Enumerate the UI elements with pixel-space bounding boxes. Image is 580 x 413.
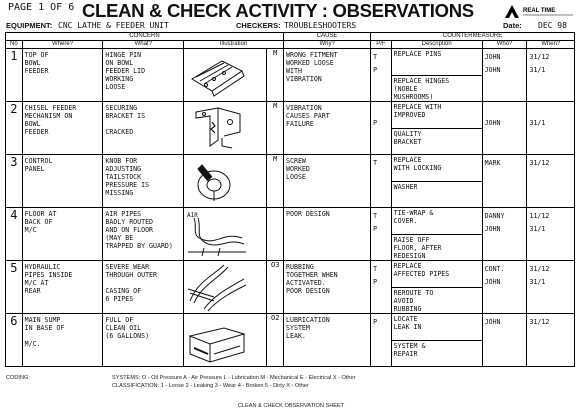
why-cell: LUBRICATION SYSTEM LEAK. [286,316,330,340]
illustration-cell [184,314,267,367]
description-cell: REPLACE PINS [393,50,442,58]
table-row [6,155,575,208]
code-cell: M [267,49,284,102]
col-no: No [6,41,23,49]
pf-cell: T P [373,53,378,74]
sump-sketch [184,314,249,366]
row-number: 5 [6,261,23,314]
air-label: AIR [187,212,198,219]
what-cell: HINGE PIN ON BOWL FEEDER LID WORKING LOOSE [105,51,146,91]
checkers-value: TROUBLESHOOTERS [284,21,357,30]
equipment-label: EQUIPMENT: [6,21,53,30]
table-row [6,314,575,367]
row-number: 4 [6,208,23,261]
col-description: Description [391,41,482,49]
bracket-sketch [184,102,249,154]
table-row [6,49,575,102]
row-number: 6 [6,314,23,367]
observation-table [5,32,575,367]
what-cell: SECURING BRACKET IS CRACKED [105,104,146,136]
what-cell: SEVERE WEAR THROUGH OUTER CASING OF 6 PIPES [105,263,157,303]
who-cell: JOHN JOHN [484,53,501,74]
cause-header: CAUSE [284,33,371,41]
coding-label: CODING: [6,375,30,381]
why-cell: SCREW WORKED LOOSE [286,157,310,181]
where-cell: MAIN SUMP IN BASE OF M/C. [24,316,65,348]
who-cell: CONT. JOHN [484,265,505,286]
description-cell: REROUTE TO AVOID RUBBING [393,289,434,313]
code-cell [267,208,284,261]
description-cell: QUALITY BRACKET [393,130,422,146]
description-cell: LOCATE LEAK IN [393,315,422,331]
code-cell: M [267,102,284,155]
when-cell: 31/1 [529,119,546,127]
date-label: Date: [503,21,522,30]
when-cell: 11/12 31/1 [529,212,550,233]
where-cell: CHISEL FEEDER MECHANISM ON BOWL FEEDER [24,104,77,136]
date-value: DEC 98 [538,21,567,30]
pf-cell: T P [373,212,378,233]
where-cell: HYDRAULIC PIPES INSIDE M/C AT REAR [24,263,73,295]
col-what: What? [103,41,184,49]
table-row [6,208,575,261]
logo-text: REAL TIME [523,8,556,14]
col-where: Where? [22,41,103,49]
description-cell: REPLACE WITH LOCKING [393,156,442,172]
row-number: 1 [6,49,23,102]
what-cell: AIR PIPES BADLY ROUTED AND ON FLOOR (MAY BE TRAPPED BY GUARD) [105,210,173,250]
what-cell: KNOB FOR ADJUSTING TAILSTOCK PRESSURE IS MISSING [105,157,150,197]
illustration-cell [184,208,267,261]
pf-cell: P [373,318,378,326]
pf-cell: P [373,119,378,127]
sheet-title: CLEAN & CHECK OBSERVATION SHEET [237,403,345,409]
illustration-cell [184,155,267,208]
pf-cell: T [373,159,378,167]
classification-legend: CLASSIFICATION: 1 - Loose 2 - Leaking 3 - Wear 4 - Broken 5 - Dirty X - Other [112,383,309,389]
equipment-value: CNC LATHE & FEEDER UNIT [58,21,169,30]
where-cell: TOP OF BOWL FEEDER [24,51,49,75]
concern-header: CONCERN [6,33,284,41]
page-number: PAGE 1 OF 6 [8,2,75,13]
systems-legend: SYSTEMS: O - Oil Pressure A - Air Pressure L - Lubrication M - Mechanical E - Electrical X - Other [112,375,356,381]
knob-sketch [184,155,249,207]
illustration-cell [184,49,267,102]
equipment-row [6,20,576,32]
why-cell: WRONG FITMENT WORKED LOOSE WITH VIBRATION [286,51,338,83]
pf-cell: T P [373,265,378,286]
why-cell: VIBRATION CAUSES PART FAILURE [286,104,330,128]
when-cell: 31/12 [529,159,550,167]
where-cell: FLOOR AT BACK OF M/C [24,210,57,234]
col-who: Who? [482,41,527,49]
hinge-sketch [184,49,249,101]
row-number: 3 [6,155,23,208]
table-row [6,102,575,155]
when-cell: 31/12 31/1 [529,265,550,286]
description-cell: WASHER [393,183,418,191]
page-title: CLEAN & CHECK ACTIVITY : OBSERVATIONS [82,0,474,21]
description-cell: SYSTEM & REPAIR [393,342,426,358]
row-number: 2 [6,102,23,155]
checkers-label: CHECKERS: [236,21,281,30]
description-cell: RAISE OFF FLOOR, AFTER REDESIGN [393,236,442,260]
col-when: When? [527,41,575,49]
description-cell: REPLACE WITH IMPROVED [393,103,442,119]
who-cell: MARK [484,159,501,167]
table-row [6,261,575,314]
countermeasure-header: COUNTERMEASURE [371,33,575,41]
air-pipes-sketch [184,208,249,260]
illustration-cell [184,102,267,155]
illustration-cell [184,261,267,314]
code-cell: M [267,155,284,208]
why-cell: POOR DESIGN [286,210,330,218]
who-cell: JOHN [484,119,501,127]
col-pf: P/F [371,41,392,49]
who-cell: DANNY JOHN [484,212,505,233]
description-cell: TIE-WRAP & COVER. [393,209,434,225]
when-cell: 31/12 31/1 [529,53,550,74]
code-cell: O3 [267,261,284,314]
what-cell: FULL OF CLEAN OIL (6 GALLONS) [105,316,150,340]
hydraulic-pipes-sketch [184,261,249,313]
description-cell: REPLACE AFFECTED PIPES [393,262,450,278]
when-cell: 31/12 [529,318,550,326]
company-logo [503,2,577,20]
where-cell: CONTROL PANEL [24,157,53,173]
col-illustration: Illustration [184,41,284,49]
why-cell: RUBBING TOGETHER WHEN ACTIVATED. POOR DESIGN [286,263,338,295]
col-why: Why? [284,41,371,49]
code-cell: O2 [267,314,284,367]
who-cell: JOHN [484,318,501,326]
description-cell: REPLACE HINGES (NOBLE MUSHROOMS) [393,77,450,101]
